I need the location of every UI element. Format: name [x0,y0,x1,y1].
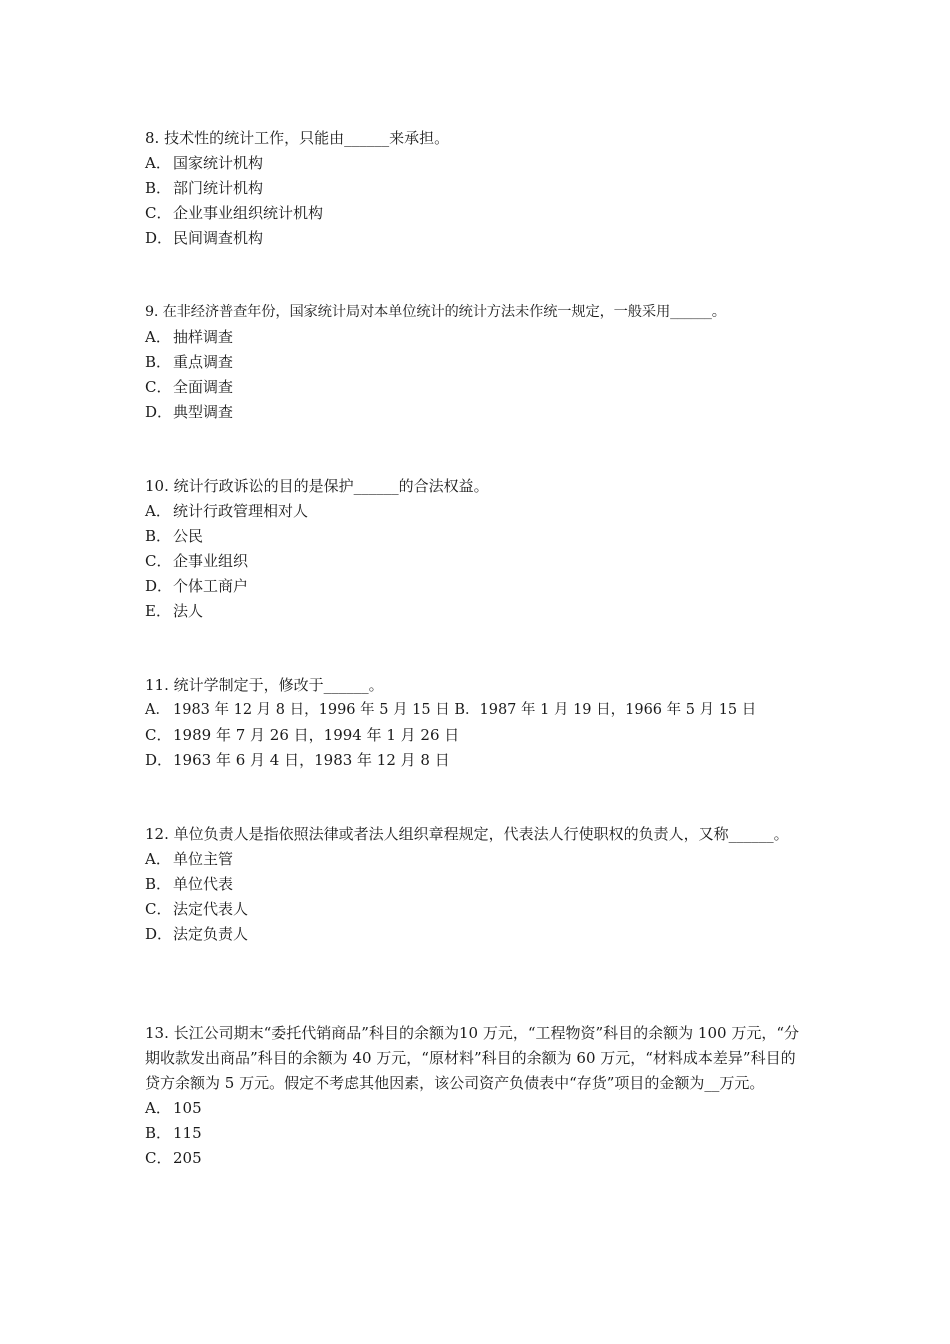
option-text: 部门统计机构 [173,179,264,197]
option-text: 民间调查机构 [173,229,264,247]
question-stem: 8. 技术性的统计工作，只能由______来承担。 [145,129,450,147]
question-stem: 10. 统计行政诉讼的目的是保护______的合法权益。 [145,477,489,495]
question-13 [145,1021,810,1171]
question-8 [145,126,810,251]
option-letter: A． [145,328,171,346]
option-text: 企业事业组织统计机构 [173,204,324,222]
option-text: 抽样调查 [173,328,234,346]
option-text: 个体工商户 [173,577,249,595]
option-letter: A． [145,850,171,868]
option-text: 法定负责人 [173,925,249,943]
option-letter: D． [145,925,173,943]
option-letter: D． [145,229,173,247]
option-a-b [145,698,810,723]
option-letter: D． [145,403,173,421]
option-b [145,176,810,201]
option-d [145,400,810,425]
option-letter: A． [145,1099,171,1117]
option-letter: C． [145,1149,172,1167]
option-text: 重点调查 [173,353,234,371]
option-a [145,1096,810,1121]
option-letter: C． [145,378,172,396]
option-d [145,922,810,947]
option-text: 115 [173,1124,202,1142]
option-text: 法定代表人 [173,900,249,918]
option-c [145,723,810,748]
question-stem: 11. 统计学制定于，修改于______。 [145,676,384,694]
option-letter: C． [145,900,172,918]
option-letter: C． [145,552,172,570]
option-text: 单位主管 [173,850,234,868]
option-text: 法人 [173,602,204,620]
option-letter: B． [145,1124,172,1142]
option-c [145,201,810,226]
option-d [145,574,810,599]
option-a [145,325,810,350]
option-letter: E． [145,602,171,620]
option-letter: B． [145,527,172,545]
option-letter: D． [145,577,173,595]
question-stem: 9. 在非经济普查年份，国家统计局对本单位统计的统计方法未作统一规定，一般采用______。 [145,304,726,320]
option-letter: B． [145,353,172,371]
option-text: 国家统计机构 [173,154,264,172]
option-a [145,499,810,524]
option-letter: A． [145,702,170,718]
option-text: 企事业组织 [173,552,249,570]
option-text: 统计行政管理相对人 [173,502,309,520]
option-c [145,375,810,400]
option-b [145,524,810,549]
option-text: 公民 [173,527,204,545]
option-text: 全面调查 [173,378,234,396]
option-b [145,1121,810,1146]
option-d [145,748,810,773]
option-a [145,151,810,176]
option-text: 单位代表 [173,875,234,893]
question-12 [145,822,810,947]
question-stem: 13. 长江公司期末“委托代销商品”科目的余额为10 万元，“工程物资”科目的余额为 100 万元，“分期收款发出商品”科目的余额为 40 万元，“原材料”科目的余额为 60 万元，“材料成本差异”科目的贷方余额为 5 万元。假定不考虑其他因素，该公司资产负债表中“存货”项目的金额为__万元。 [145,1024,799,1092]
option-letter: A． [145,502,171,520]
option-c [145,897,810,922]
option-text: 1983 年 12 月 8 日，1996 年 5 月 15 日 B．1987 年 1 月 19 日，1966 年 5 月 15 日 [173,702,757,718]
option-text: 105 [173,1099,202,1117]
option-d [145,226,810,251]
option-text: 1989 年 7 月 26 日，1994 年 1 月 26 日 [173,726,460,744]
option-b [145,350,810,375]
question-9 [145,300,810,425]
option-e [145,599,810,624]
option-letter: A． [145,154,171,172]
option-text: 205 [173,1149,202,1167]
option-letter: B． [145,179,172,197]
question-10 [145,474,810,624]
question-11 [145,673,810,773]
option-letter: D． [145,751,173,769]
option-c [145,549,810,574]
option-letter: C． [145,726,172,744]
option-c [145,1146,810,1171]
option-a [145,847,810,872]
option-text: 1963 年 6 月 4 日，1983 年 12 月 8 日 [173,751,450,769]
option-b [145,872,810,897]
option-letter: C． [145,204,172,222]
question-stem: 12. 单位负责人是指依照法律或者法人组织章程规定，代表法人行使职权的负责人，又称______。 [145,825,789,843]
option-letter: B． [145,875,172,893]
option-text: 典型调查 [173,403,234,421]
